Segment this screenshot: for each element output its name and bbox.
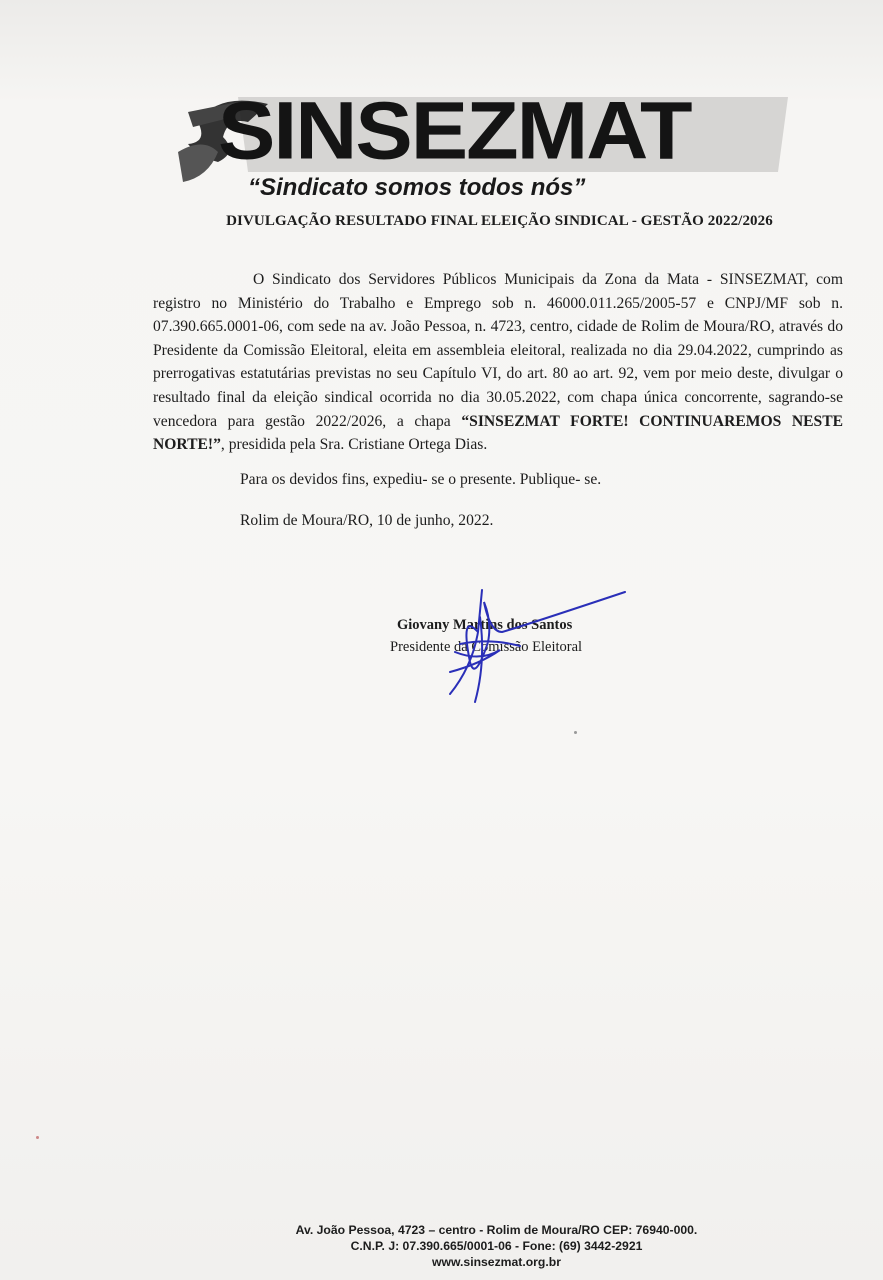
- paragraph-text-part2: , presidida pela Sra. Cristiane Ortega Dias.: [220, 436, 488, 454]
- paper-speck: [574, 731, 577, 734]
- paragraph-text-part1: O Sindicato dos Servidores Públicos Municipais da Zona da Mata - SINSEZMAT, com registro no Ministério do Trabalho e Emprego sob n. 46000.011.265/2005-57 e CNPJ/MF sob n. 07.390.665.0001-06, com sede na av. João Pessoa, n. 4723, centro, cidade de Rolim de Moura/RO, através do Presidente da Comissão Eleitoral, eleita em assembleia eleitoral, realizada no dia 29.04.2022, cumprindo as prerrogativas estatutárias previstas no seu Capítulo VI, do art. 80 ao art. 92, vem por meio deste, divulgar o resultado final da eleição sindical ocorrida no dia 30.05.2022, com chapa única concorrente, sagrando-se vencedora para gestão 2022/2026, a chapa: [153, 271, 843, 430]
- footer-address: Av. João Pessoa, 4723 – centro - Rolim de Moura/RO CEP: 76940-000.: [295, 1223, 698, 1237]
- signatory-name: Giovany Martins dos Santos: [397, 617, 573, 633]
- closing-line: Para os devidos fins, expediu- se o presente. Publique- se.: [240, 471, 602, 488]
- signatory-role: Presidente da Comissão Eleitoral: [390, 639, 583, 655]
- document-heading: DIVULGAÇÃO RESULTADO FINAL ELEIÇÃO SINDICAL - GESTÃO 2022/2026: [226, 213, 773, 229]
- sinsezmat-logo: [178, 82, 808, 202]
- place-date-line: Rolim de Moura/RO, 10 de junho, 2022.: [240, 512, 494, 529]
- handwritten-signature: [420, 572, 640, 712]
- footer-website: www.sinsezmat.org.br: [432, 1255, 561, 1269]
- paper-speck: [36, 1136, 39, 1139]
- document-footer: [0, 1222, 883, 1270]
- footer-contact: C.N.P. J: 07.390.665/0001-06 - Fone: (69) 3442-2921: [350, 1239, 643, 1253]
- slate-name: “SINSEZMAT FORTE! CONTINUAREMOS NESTE NORTE!”: [153, 412, 844, 454]
- logo-wordmark: SINSEZMAT: [218, 85, 691, 177]
- main-paragraph: [153, 268, 843, 457]
- logo-slogan: “Sindicato somos todos nós”: [248, 174, 586, 201]
